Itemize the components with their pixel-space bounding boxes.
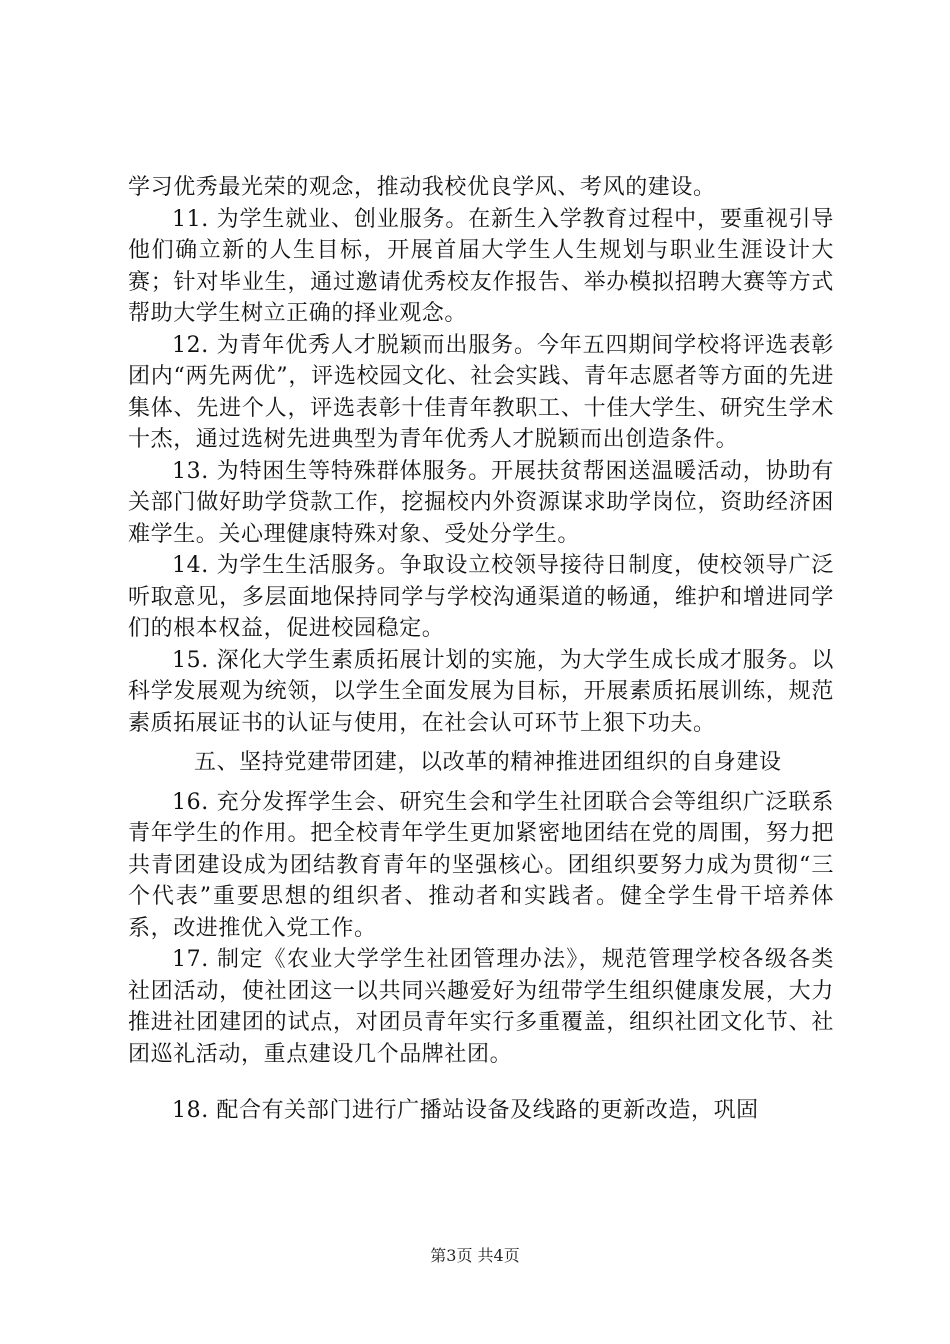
paragraph-item-12: 12. 为青年优秀人才脱颖而出服务。今年五四期间学校将评选表彰团内“两先两优”，评选校园文化、社会实践、青年志愿者等方面的先进集体、先进个人，评选表彰十佳青年教职工、十佳大学生、研究生学术十杰，通过选树先进典型为青年优秀人才脱颖而出创造条件。 [128,332,834,452]
paragraph-item-11: 11. 为学生就业、创业服务。在新生入学教育过程中，要重视引导他们确立新的人生目标，开展首届大学生人生规划与职业生涯设计大赛；针对毕业生，通过邀请优秀校友作报告、举办模拟招聘大赛等方式帮助大学生树立正确的择业观念。 [128,206,834,326]
paragraph-item-16: 16. 充分发挥学生会、研究生会和学生社团联合会等组织广泛联系青年学生的作用。把全校青年学生更加紧密地团结在党的周围，努力把共青团建设成为团结教育青年的坚强核心。团组织要努力成为贯彻“三个代表”重要思想的组织者、推动者和实践者。健全学生骨干培养体系，改进推优入党工作。 [128,789,834,941]
paragraph-item-15: 15. 深化大学生素质拓展计划的实施，为大学生成长成才服务。以科学发展观为统领，以学生全面发展为目标，开展素质拓展训练，规范素质拓展证书的认证与使用，在社会认可环节上狠下功夫。 [128,647,834,736]
paragraph-item-14: 14. 为学生生活服务。争取设立校领导接待日制度，使校领导广泛听取意见，多层面地保持同学与学校沟通渠道的畅通，维护和增进同学们的根本权益，促进校园稳定。 [128,553,834,641]
paragraph-item-18: 18. 配合有关部门进行广播站设备及线路的更新改造，巩固 [172,1098,759,1123]
page-number-footer: 第3页 共4页 [430,1246,520,1265]
section-heading-five: 五、坚持党建带团建，以改革的精神推进团组织的自身建设 [194,750,782,775]
document-body [128,172,834,1127]
paragraph-item-17: 17. 制定《农业大学学生社团管理办法》，规范管理学校各级各类社团活动，使社团这一以共同兴趣爱好为纽带学生组织健康发展，大力推进社团建团的试点，对团员青年实行多重覆盖，组织社团文化节、社团巡礼活动，重点建设几个品牌社团。 [128,947,834,1067]
paragraph-continuation: 学习优秀最光荣的观念，推动我校优良学风、考风的建设。 [128,175,716,200]
paragraph-item-13: 13. 为特困生等特殊群体服务。开展扶贫帮困送温暖活动，协助有关部门做好助学贷款工作，挖掘校内外资源谋求助学岗位，资助经济困难学生。关心理健康特殊对象、受处分学生。 [128,458,834,547]
